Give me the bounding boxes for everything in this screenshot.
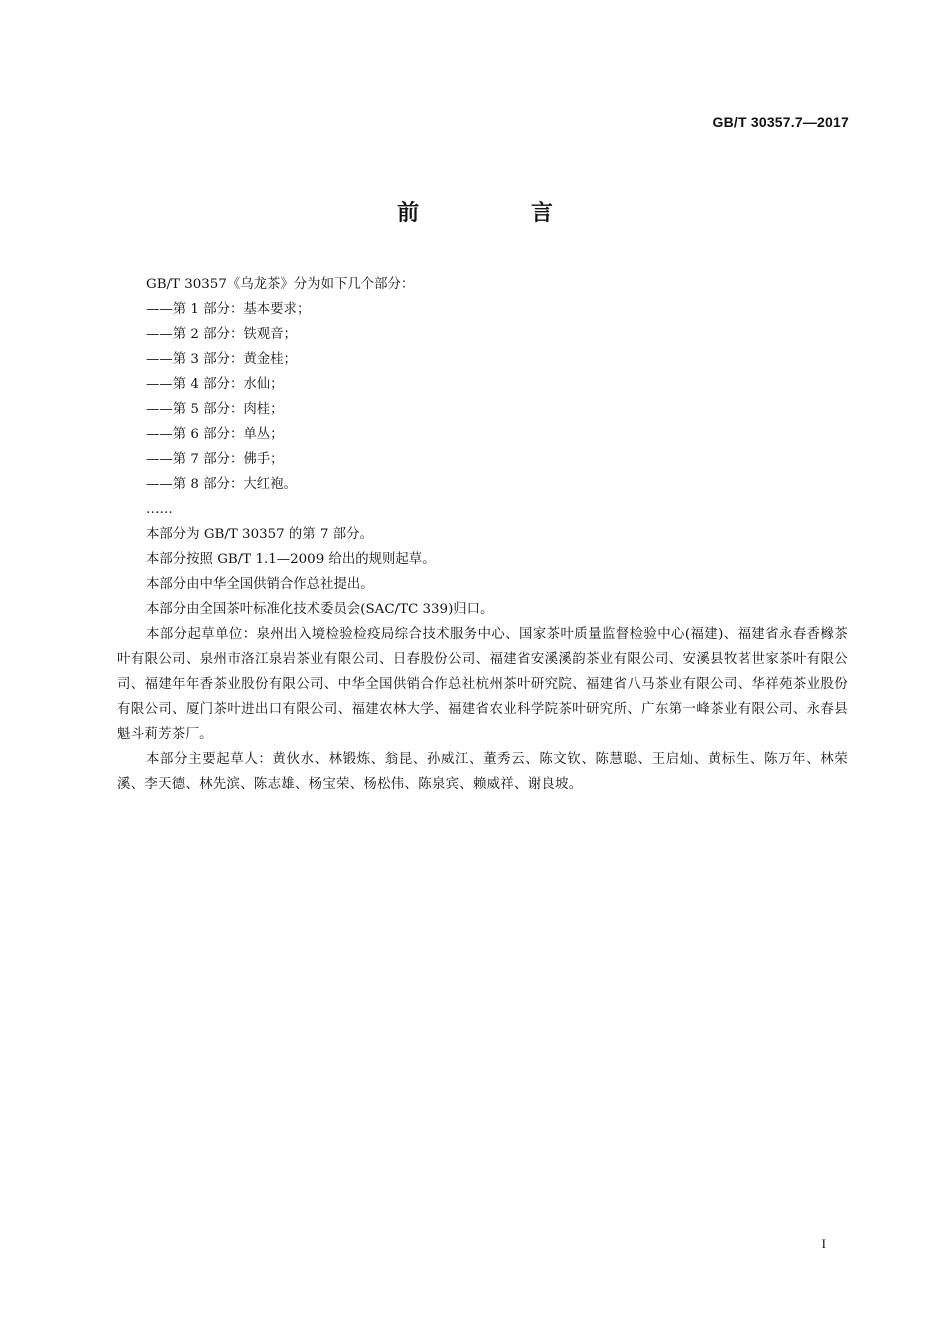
- statement-drafting-rules: 本部分按照 GB/T 1.1—2009 给出的规则起草。: [146, 552, 436, 567]
- part-item-4: ——第 4 部分：水仙；: [146, 377, 284, 392]
- drafting-units-paragraph: 本部分起草单位：泉州出入境检验检疫局综合技术服务中心、国家茶叶质量监督检验中心(福建)、福建省永春香橼茶叶有限公司、泉州市洛江泉岩茶业有限公司、日春股份公司、福建省安溪溪韵茶业有限公司、安溪县牧茗世家茶叶有限公司、福建年年香茶业股份有限公司、中华全国供销合作总社杭州茶叶研究院、福建省八马茶业有限公司、华祥苑茶业股份有限公司、厦门茶叶进出口有限公司、福建农林大学、福建省农业科学院茶叶研究所、广东第一峰茶业有限公司、永春县魁斗莉芳茶厂。: [117, 627, 848, 742]
- standard-code: GB/T 30357.7—2017: [712, 114, 849, 130]
- part-ellipsis: ……: [146, 502, 173, 517]
- statement-committee: 本部分由全国茶叶标准化技术委员会(SAC/TC 339)归口。: [146, 602, 494, 617]
- part-item-2: ——第 2 部分：铁观音；: [146, 327, 297, 342]
- part-item-8: ——第 8 部分：大红袍。: [146, 477, 297, 492]
- part-item-7: ——第 7 部分：佛手；: [146, 452, 284, 467]
- page-title: 前 言: [397, 201, 605, 226]
- part-item-3: ——第 3 部分：黄金桂；: [146, 352, 297, 367]
- main-drafters-paragraph: 本部分主要起草人：黄伙水、林锻炼、翁昆、孙威江、董秀云、陈文钦、陈慧聪、王启灿、黄标生、陈万年、林荣溪、李天德、林先滨、陈志雄、杨宝荣、杨松伟、陈泉宾、赖威祥、谢良坡。: [117, 752, 848, 792]
- statement-part-number: 本部分为 GB/T 30357 的第 7 部分。: [146, 527, 373, 542]
- part-item-5: ——第 5 部分：肉桂；: [146, 402, 284, 417]
- intro-line: GB/T 30357《乌龙茶》分为如下几个部分：: [146, 277, 415, 292]
- part-item-6: ——第 6 部分：单丛；: [146, 427, 284, 442]
- statement-proposer: 本部分由中华全国供销合作总社提出。: [146, 577, 374, 592]
- part-item-1: ——第 1 部分：基本要求；: [146, 302, 311, 317]
- foreword-body: [117, 272, 848, 797]
- page-number: I: [821, 1236, 826, 1251]
